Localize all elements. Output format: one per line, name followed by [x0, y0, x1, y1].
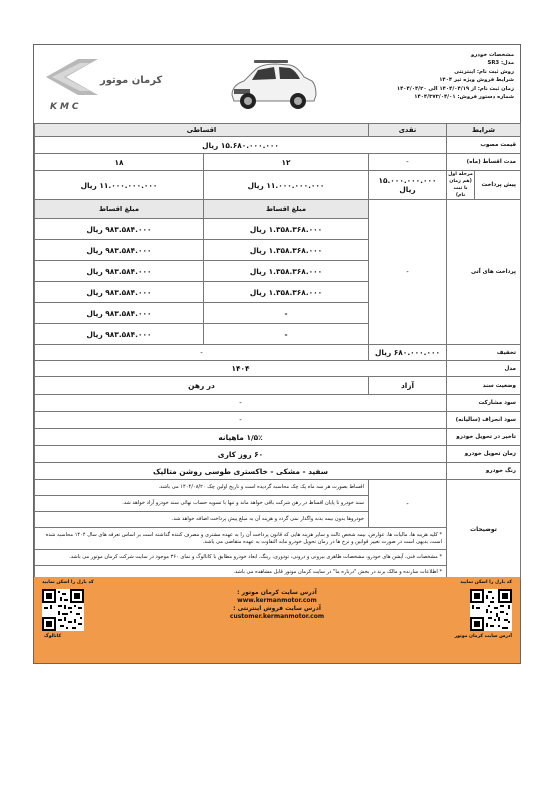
info-model: مدل: SR3: [487, 60, 514, 67]
inst12-payment: -: [204, 303, 369, 324]
delay-value: ۱/۵٪ ماهیانه: [35, 429, 447, 446]
inst18-first-payment: ۱۱.۰۰۰.۰۰۰.۰۰۰ ریال: [35, 171, 204, 200]
info-title: مشخصات خودرو: [470, 52, 514, 58]
approved-price-value: ۱۵.۶۸۰.۰۰۰.۰۰۰ ریال: [35, 137, 447, 154]
delay-label: تاخیر در تحویل خودرو: [447, 429, 521, 446]
qr-code-site[interactable]: [470, 589, 512, 631]
delivery-label: زمان تحویل خودرو: [447, 446, 521, 463]
footer: [34, 577, 520, 663]
inst18-payment: ۹۸۳.۵۸۴.۰۰۰ ریال: [35, 240, 204, 261]
first-stage-label: [447, 171, 475, 200]
info-period: زمان ثبت نام: از ۱۴۰۴/۰۴/۱۹ الی ۱۴۰۴/۰۴/۲۰: [396, 85, 514, 92]
header-conditions: شرایط: [447, 124, 521, 137]
deviation-label: سود انحراف (سالیانه): [447, 412, 521, 429]
inst12-payment: ۱.۳۵۸.۳۶۸.۰۰۰ ریال: [204, 282, 369, 303]
price-table: [34, 123, 521, 580]
caption-left: کاتالوگ: [44, 634, 62, 639]
deviation-value: -: [35, 412, 447, 429]
note-general: * مشخصات فنی، آپشن های خودرو، مشخصات ظاهری بیرونی و درونی، تودوزی، رینگ، ابعاد خودرو مطابق با کاتالوگ و نمای ۳۶۰ موجود در سایت شرکت کرمان موتور می باشد.: [35, 550, 447, 566]
inst12-payment: ۱.۳۵۸.۳۶۸.۰۰۰ ریال: [204, 240, 369, 261]
partnership-label: سود مشارکت: [447, 395, 521, 412]
inst-doc-status: در رهن: [35, 377, 369, 395]
qr-code-catalog[interactable]: [42, 589, 84, 631]
note-installment: خودروها بدون بیمه بدنه واگذار نمی گردد و هزینه آن به مبلغ پیش پرداخت اضافه خواهد شد.: [35, 512, 369, 528]
discount-label: تخفیف: [447, 345, 521, 361]
note-general: * کلیه هزینه ها، مالیات ها، عوارض، بیمه شخص ثالث و سایر هزینه هایی که قانون پرداخت آن را به عهده مشتری و مصرف کننده گذاشته است بر اساس تعرفه های سال ۱۴۰۴ محاسبه شده است، بدیهی است در صورت تغییر قوانین و نرخ ها در زمان تحویل خودرو مابه التفاوت به عهده متقاضی می باشد.: [35, 528, 447, 550]
inst12-payment: ۱.۳۵۸.۳۶۸.۰۰۰ ریال: [204, 219, 369, 240]
sales-label: آدرس سایت فروش اینترنتی :: [233, 605, 321, 612]
site-label: آدرس سایت کرمان موتور :: [237, 589, 317, 596]
model-label: مدل: [447, 361, 521, 377]
note-general: * اطلاعات سازنده و مالک برند در بخش "درباره ما" در سایت کرمان موتور قابل مشاهده می باشد.: [35, 566, 447, 580]
inst18-payment: ۹۸۳.۵۸۴.۰۰۰ ریال: [35, 219, 204, 240]
partnership-value: -: [35, 395, 447, 412]
car-image: [224, 51, 320, 117]
first-stage-title: مرحله اول: [448, 172, 473, 177]
info-order-number: شماره دستور فروش: ۱۴۰۴/۳۷۳/۰۴/۰۱: [414, 94, 514, 101]
info-method: روش ثبت نام: اینترنتی: [454, 68, 514, 75]
color-value: سفید - مشکی - خاکستری طوسی روشن متالیک: [35, 463, 447, 480]
model-value: ۱۴۰۴: [35, 361, 447, 377]
note-installment: اقساط بصورت هر سه ماه یک چک محاسبه گردیده است و تاریخ اولین چک ۱۴۰۴/۰۸/۲۰ می باشد.: [35, 480, 369, 496]
term-12: ۱۲: [204, 154, 369, 171]
footer-links: [184, 589, 370, 621]
inst12-amount-header: مبلغ اقساط: [204, 200, 369, 219]
site-url[interactable]: www.kermanmotor.com: [237, 597, 317, 604]
inst12-payment: -: [204, 324, 369, 345]
cash-discount: ۶۸۰.۰۰۰.۰۰۰ ریال: [369, 345, 447, 361]
header-cash: نقدی: [369, 124, 447, 137]
notes-cash: -: [369, 480, 447, 528]
kmc-logo: [38, 49, 163, 115]
notes-label: توضیحات: [447, 480, 521, 580]
inst12-first-payment: ۱۱.۰۰۰.۰۰۰.۰۰۰ ریال: [204, 171, 369, 200]
inst12-payment: ۱.۳۵۸.۳۶۸.۰۰۰ ریال: [204, 261, 369, 282]
sales-url[interactable]: customer.kermanmotor.com: [229, 613, 325, 620]
doc-status-label: وضعیت سند: [447, 377, 521, 395]
inst18-payment: ۹۸۳.۵۸۴.۰۰۰ ریال: [35, 282, 204, 303]
first-stage-sub: (هم زمان با ثبت نام): [449, 179, 472, 198]
delivery-value: ۶۰ روز کاری: [35, 446, 447, 463]
color-label: رنگ خودرو: [447, 463, 521, 480]
header-installment: اقساطی: [35, 124, 369, 137]
term-label: مدت اقساط (ماه): [447, 154, 521, 171]
cash-first-payment: ۱۵.۰۰۰.۰۰۰.۰۰۰ ریال: [369, 171, 447, 200]
inst18-payment: ۹۸۳.۵۸۴.۰۰۰ ریال: [35, 324, 204, 345]
cash-term: -: [369, 154, 447, 171]
future-payments-label: پرداخت های آتی: [447, 200, 521, 345]
inst-discount: -: [35, 345, 369, 361]
inst18-payment: ۹۸۳.۵۸۴.۰۰۰ ریال: [35, 303, 204, 324]
cash-future: -: [369, 200, 447, 345]
sheet-header: [34, 45, 520, 124]
brand-fa: کرمان موتور: [100, 75, 163, 86]
info-terms: شرایط فروش ویژه تیر ۱۴۰۴: [439, 77, 514, 84]
scan-label-left: کد بارل را اسکن نمایید: [42, 580, 94, 585]
scan-label-right: کد بارل را اسکن نمایید: [460, 580, 512, 585]
inst18-payment: ۹۸۳.۵۸۴.۰۰۰ ریال: [35, 261, 204, 282]
note-installment: سند خودرو تا پایان اقساط در رهن شرکت باقی خواهد ماند و تنها با تسویه حساب نهائی سند خودرو آزاد خواهد شد.: [35, 496, 369, 512]
approved-price-label: قیمت مصوب: [447, 137, 521, 154]
term-18: ۱۸: [35, 154, 204, 171]
brand-latin: KMC: [50, 102, 82, 112]
price-sheet: [33, 44, 521, 664]
cash-doc-status: آزاد: [369, 377, 447, 395]
inst18-amount-header: مبلغ اقساط: [35, 200, 204, 219]
caption-right: آدرس سایت کرمان موتور: [454, 634, 512, 639]
prepay-label: پیش پرداخت: [475, 171, 521, 200]
header-info: [334, 51, 514, 101]
